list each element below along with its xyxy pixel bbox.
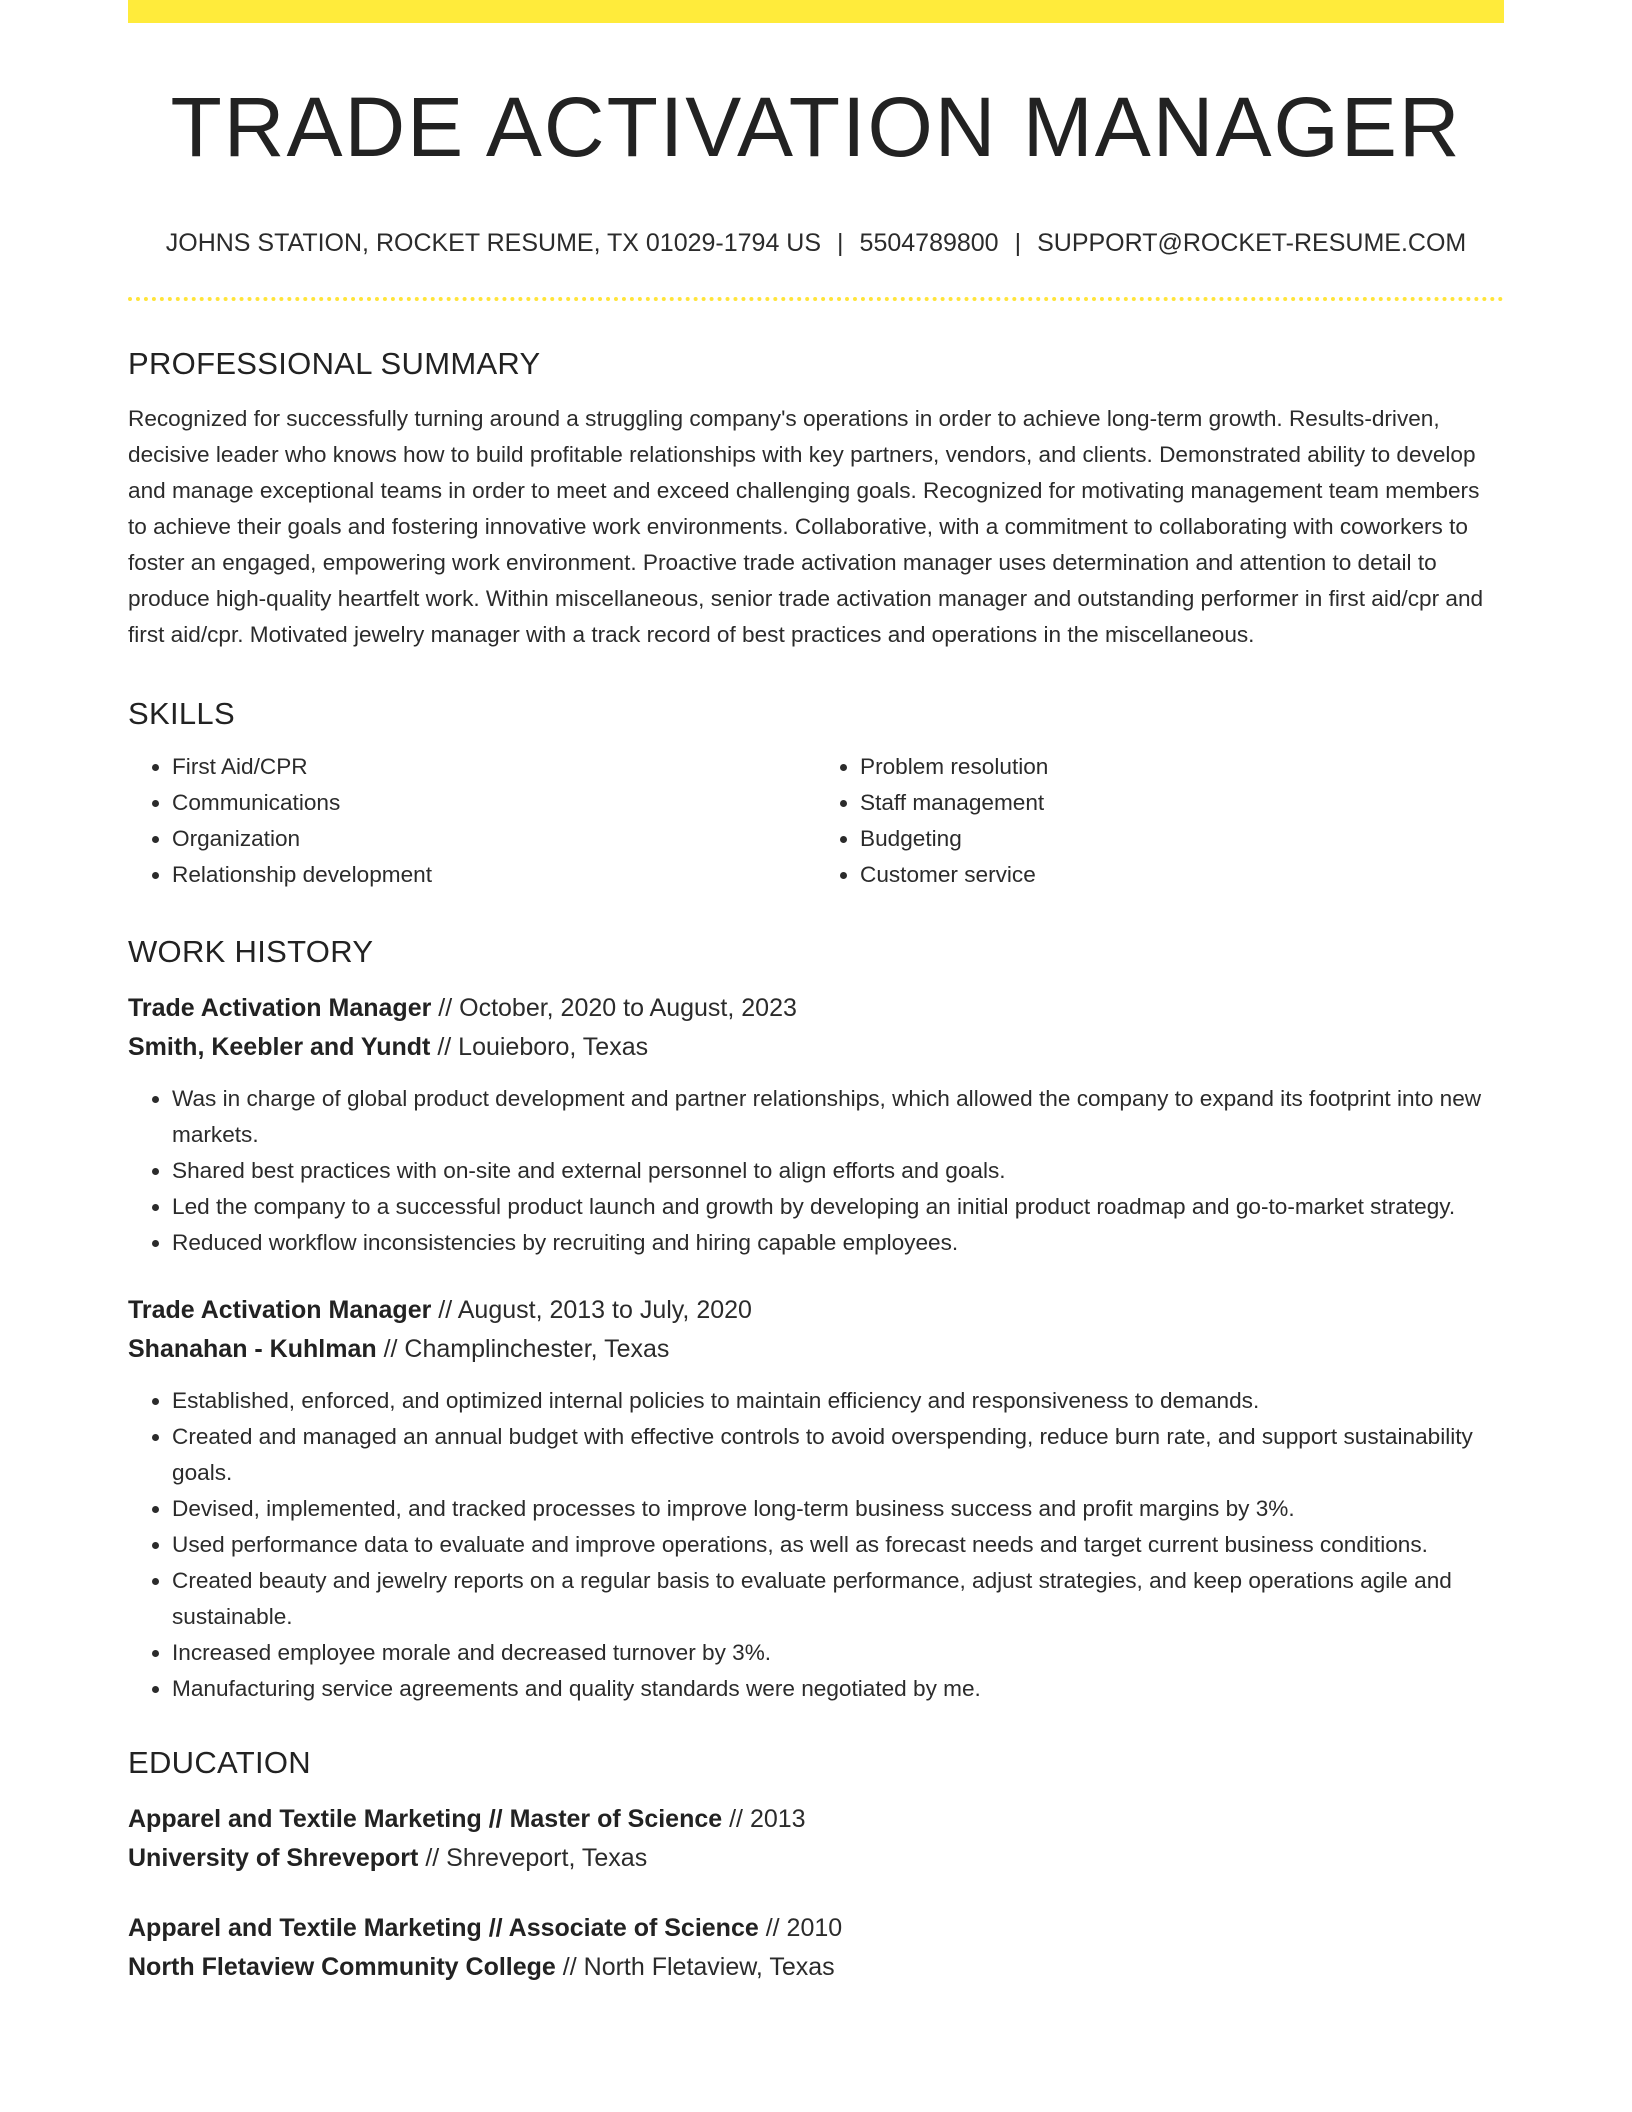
- job-bullets: [128, 1383, 1504, 1707]
- job-title-line: [128, 1291, 1504, 1330]
- education-school-line: [128, 1839, 1504, 1878]
- skill-item: • Budgeting: [860, 821, 1504, 857]
- job-bullet: • Established, enforced, and optimized internal policies to maintain efficiency and responsiveness to demands.: [172, 1383, 1504, 1419]
- job-bullet: • Reduced workflow inconsistencies by recruiting and hiring capable employees.: [172, 1225, 1504, 1261]
- skill-item: • Customer service: [860, 857, 1504, 893]
- skill-item: • First Aid/CPR: [172, 749, 816, 785]
- skill-item: • Organization: [172, 821, 816, 857]
- skills-column-right: [816, 749, 1504, 893]
- contact-separator: |: [837, 229, 844, 257]
- job-bullet: • Shared best practices with on-site and external personnel to align efforts and goals.: [172, 1153, 1504, 1189]
- education-year: // 2013: [729, 1805, 806, 1833]
- job-bullet: • Used performance data to evaluate and improve operations, as well as forecast needs and target current business conditions.: [172, 1527, 1504, 1563]
- job-location: // Champlinchester, Texas: [383, 1335, 670, 1363]
- skill-item: • Staff management: [860, 785, 1504, 821]
- dotted-divider: [128, 297, 1504, 301]
- job-dates: // October, 2020 to August, 2023: [438, 994, 797, 1022]
- skills-heading: SKILLS: [128, 696, 235, 731]
- job-bullet: • Devised, implemented, and tracked processes to improve long-term business success and profit margins by 3%.: [172, 1491, 1504, 1527]
- education-year: // 2010: [765, 1914, 843, 1942]
- job-entry: [128, 989, 1504, 1261]
- education-degree: Apparel and Textile Marketing // Master of Science: [128, 1805, 723, 1833]
- education-location: // North Fletaview, Texas: [562, 1953, 835, 1981]
- resume-page: [128, 0, 1504, 1987]
- job-bullet: • Increased employee morale and decreased turnover by 3%.: [172, 1635, 1504, 1671]
- education-school: North Fletaview Community College: [128, 1953, 556, 1981]
- contact-phone: 5504789800: [859, 229, 999, 257]
- skill-item: • Problem resolution: [860, 749, 1504, 785]
- skills-column-left: [128, 749, 816, 893]
- education-degree-line: [128, 1800, 1504, 1839]
- job-company-line: [128, 1028, 1504, 1067]
- job-bullet: • Led the company to a successful product launch and growth by developing an initial product roadmap and go-to-market strategy.: [172, 1189, 1504, 1225]
- job-company-line: [128, 1330, 1504, 1369]
- contact-separator: |: [1014, 229, 1022, 257]
- contact-line: [128, 231, 1504, 256]
- summary-text: Recognized for successfully turning around a struggling company's operations in order to achieve long-term growth. Results-driven, decisive leader who knows how to build profitable relationships with key partners, vendors, and clients. Demonstrated ability to develop and manage exceptional teams in order to meet and exceed challenging goals. Recognized for motivating management team members to achieve their goals and fostering innovative work environments. Collaborative, with a commitment to collaborating with coworkers to foster an engaged, empowering work environment. Proactive trade activation manager uses determination and attention to detail to produce high-quality heartfelt work. Within miscellaneous, senior trade activation manager and outstanding performer in first aid/cpr and first aid/cpr. Motivated jewelry manager with a track record of best practices and operations in the miscellaneous.: [128, 406, 1484, 647]
- job-title: Trade Activation Manager: [128, 994, 432, 1022]
- education-school-line: [128, 1948, 1504, 1987]
- job-bullet: • Manufacturing service agreements and quality standards were negotiated by me.: [172, 1671, 1504, 1707]
- skills-list: [128, 749, 1504, 893]
- job-dates: // August, 2013 to July, 2020: [438, 1296, 752, 1324]
- education-degree: Apparel and Textile Marketing // Associate of Science: [128, 1914, 759, 1942]
- education-degree-line: [128, 1909, 1504, 1948]
- skill-item: • Communications: [172, 785, 816, 821]
- education-entry: [128, 1909, 1504, 1987]
- education-location: // Shreveport, Texas: [425, 1844, 648, 1872]
- education-school: University of Shreveport: [128, 1844, 419, 1872]
- job-bullet: • Was in charge of global product development and partner relationships, which allowed the company to expand its footprint into new markets.: [172, 1081, 1504, 1153]
- job-bullet: • Created beauty and jewelry reports on a regular basis to evaluate performance, adjust strategies, and keep operations agile and sustainable.: [172, 1563, 1504, 1635]
- education-entry: [128, 1800, 1504, 1878]
- job-bullets: [128, 1081, 1504, 1261]
- job-location: // Louieboro, Texas: [437, 1033, 649, 1061]
- contact-address: JOHNS STATION, ROCKET RESUME, TX 01029-1794 US: [165, 229, 822, 257]
- summary-heading: PROFESSIONAL SUMMARY: [128, 346, 541, 381]
- job-entry: [128, 1291, 1504, 1707]
- job-bullet: • Created and managed an annual budget with effective controls to avoid overspending, reduce burn rate, and support sustainability goals.: [172, 1419, 1504, 1491]
- job-title: Trade Activation Manager: [128, 1296, 432, 1324]
- contact-email[interactable]: SUPPORT@ROCKET-RESUME.COM: [1037, 229, 1467, 257]
- accent-bar: [128, 0, 1504, 23]
- work-history-heading: WORK HISTORY: [128, 934, 374, 969]
- job-company: Shanahan - Kuhlman: [128, 1335, 377, 1363]
- job-company: Smith, Keebler and Yundt: [128, 1033, 431, 1061]
- education-heading: EDUCATION: [128, 1745, 311, 1780]
- job-title-line: [128, 989, 1504, 1028]
- skill-item: • Relationship development: [172, 857, 816, 893]
- resume-name: TRADE ACTIVATION MANAGER: [170, 80, 1462, 174]
